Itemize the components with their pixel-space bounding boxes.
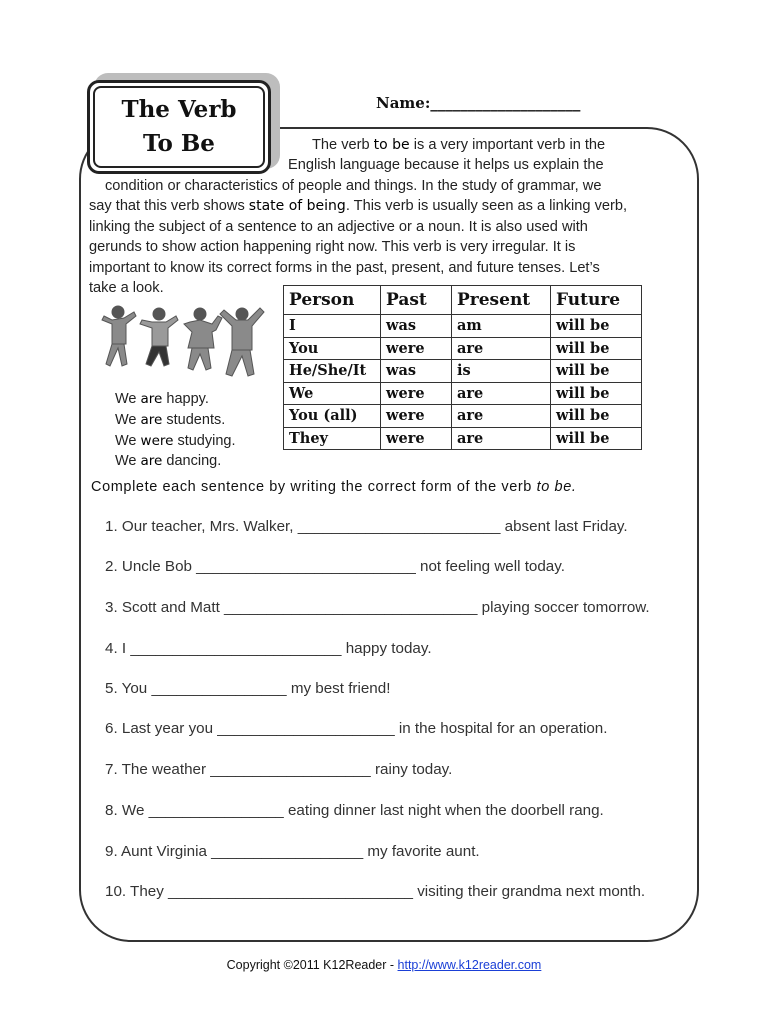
- cell-person: I: [284, 315, 381, 338]
- cell-future: will be: [551, 382, 642, 405]
- cell-future: will be: [551, 405, 642, 428]
- question-1[interactable]: 1. Our teacher, Mrs. Walker, ________________________ absent last Friday.: [105, 518, 628, 535]
- header-person: Person: [284, 286, 381, 315]
- question-8[interactable]: 8. We ________________ eating dinner last night when the doorbell rang.: [105, 802, 604, 819]
- table-row: [284, 382, 642, 405]
- cell-future: will be: [551, 360, 642, 383]
- footer: [0, 958, 768, 972]
- conjugation-table: [283, 285, 642, 450]
- k12reader-link[interactable]: http://www.k12reader.com: [397, 958, 542, 972]
- cell-person: You (all): [284, 405, 381, 428]
- cell-person: We: [284, 382, 381, 405]
- cell-person: He/She/It: [284, 360, 381, 383]
- cell-person: You: [284, 337, 381, 360]
- cell-present: are: [452, 405, 551, 428]
- question-10[interactable]: 10. They _____________________________ visiting their grandma next month.: [105, 883, 646, 900]
- example-sentence: We are students.: [115, 411, 226, 428]
- cell-past: was: [381, 315, 452, 338]
- header-past: Past: [381, 286, 452, 315]
- term-to-be: to be: [373, 137, 410, 153]
- cell-past: were: [381, 382, 452, 405]
- cell-future: will be: [551, 315, 642, 338]
- cell-present: are: [452, 427, 551, 450]
- table-row: [284, 315, 642, 338]
- cell-future: will be: [551, 337, 642, 360]
- intro-line-4: say that this verb shows state of being. This verb is usually seen as a linking verb,: [89, 198, 628, 214]
- example-sentence: We were studying.: [115, 432, 236, 449]
- copyright-text: Copyright ©2011 K12Reader -: [226, 958, 398, 972]
- name-field: Name:____________________: [376, 94, 581, 112]
- question-9[interactable]: 9. Aunt Virginia __________________ my favorite aunt.: [105, 843, 480, 860]
- table-row: [284, 360, 642, 383]
- question-7[interactable]: 7. The weather ___________________ rainy today.: [105, 761, 453, 778]
- cell-past: were: [381, 427, 452, 450]
- example-sentence: We are happy.: [115, 391, 209, 407]
- title-box: [87, 80, 271, 174]
- cell-present: are: [452, 337, 551, 360]
- header-present: Present: [452, 286, 551, 315]
- question-2[interactable]: 2. Uncle Bob __________________________ not feeling well today.: [105, 558, 565, 575]
- example-sentence: We are dancing.: [115, 453, 222, 470]
- cell-past: were: [381, 405, 452, 428]
- question-6[interactable]: 6. Last year you _____________________ in the hospital for an operation.: [105, 720, 608, 737]
- header-future: Future: [551, 286, 642, 315]
- table-row: [284, 427, 642, 450]
- intro-line-7: important to know its correct forms in the past, present, and future tenses. Let’s: [89, 260, 600, 276]
- title-line-2: To Be: [143, 130, 215, 157]
- table-row: [284, 337, 642, 360]
- question-5[interactable]: 5. You ________________ my best friend!: [105, 680, 391, 697]
- cell-present: are: [452, 382, 551, 405]
- question-4[interactable]: 4. I _________________________ happy today.: [105, 640, 432, 657]
- title-line-1: The Verb: [121, 96, 237, 123]
- question-3[interactable]: 3. Scott and Matt ______________________________ playing soccer tomorrow.: [105, 599, 650, 616]
- cell-past: were: [381, 337, 452, 360]
- intro-line-1: The verb to be is a very important verb in the: [312, 137, 606, 153]
- intro-line-8: take a look.: [89, 280, 164, 296]
- table-row: [284, 405, 642, 428]
- cell-future: will be: [551, 427, 642, 450]
- intro-line-3: condition or characteristics of people and things. In the study of grammar, we: [105, 178, 602, 194]
- intro-line-6: gerunds to show action happening right now. This verb is very irregular. It is: [89, 239, 576, 255]
- cell-present: is: [452, 360, 551, 383]
- instructions-italic: to be.: [536, 479, 577, 495]
- example-sentences: [115, 389, 236, 472]
- intro-line-5: linking the subject of a sentence to an adjective or a noun. It is also used with: [89, 219, 588, 235]
- cell-person: They: [284, 427, 381, 450]
- intro-line-2: English language because it helps us explain the: [288, 157, 604, 173]
- cell-past: was: [381, 360, 452, 383]
- cell-present: am: [452, 315, 551, 338]
- dancing-people-illustration: [96, 302, 266, 384]
- table-header-row: [284, 286, 642, 315]
- instructions: Complete each sentence by writing the correct form of the verb to be.: [91, 479, 577, 495]
- term-state-of-being: state of being: [248, 198, 346, 214]
- title-inner: [93, 86, 265, 168]
